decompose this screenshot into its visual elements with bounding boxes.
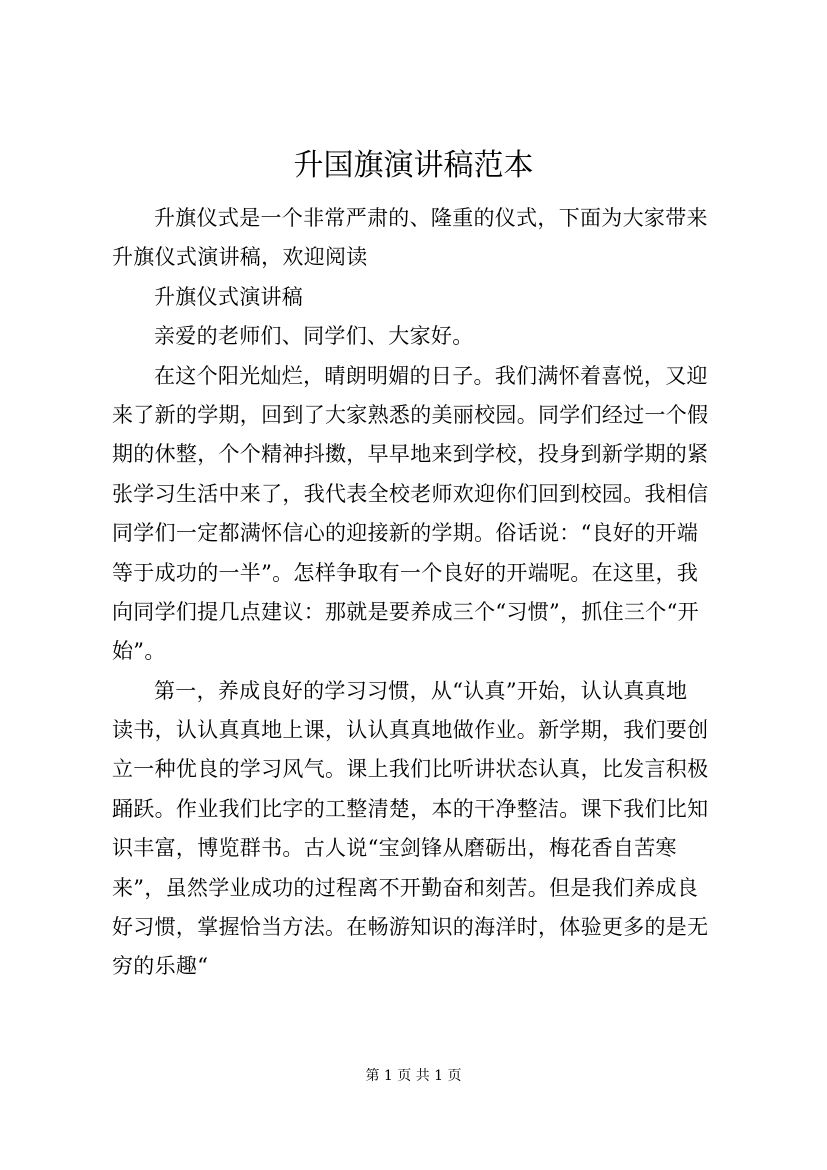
- paragraph-line: 来了新的学期，回到了大家熟悉的美丽校园。同学们经过一个假: [112, 402, 709, 427]
- paragraph-line: 立一种优良的学习风气。课上我们比听讲状态认真，比发言积极: [112, 757, 709, 782]
- document-title: 升国旗演讲稿范本: [293, 148, 534, 183]
- paragraph-line: 穷的乐趣“: [112, 954, 209, 979]
- paragraph-line: 期的休整，个个精神抖擞，早早地来到学校，投身到新学期的紧: [112, 442, 709, 467]
- paragraph-line: 踊跃。作业我们比字的工整清楚，本的干净整洁。课下我们比知: [112, 796, 709, 821]
- page-footer: 第 1 页 共 1 页: [365, 1068, 462, 1084]
- paragraph-line: 识丰富，博览群书。古人说“宝剑锋从磨砺出，梅花香自苦寒: [112, 836, 677, 861]
- paragraph-line: 等于成功的一半”。怎样争取有一个良好的开端呢。在这里，我: [112, 560, 699, 585]
- paragraph-line: 始”。: [112, 639, 166, 664]
- paragraph-line: 来”，虽然学业成功的过程离不开勤奋和刻苦。但是我们养成良: [112, 875, 699, 900]
- paragraph-line: 升旗仪式演讲稿，欢迎阅读: [112, 245, 368, 270]
- paragraph-line: 同学们一定都满怀信心的迎接新的学期。俗话说：“良好的开端: [112, 521, 699, 546]
- paragraph-line: 第一，养成良好的学习习惯，从“认真”开始，认认真真地: [154, 678, 688, 703]
- paragraph-line: 张学习生活中来了，我代表全校老师欢迎你们回到校园。我相信: [112, 481, 709, 506]
- paragraph-line: 升旗仪式是一个非常严肃的、隆重的仪式，下面为大家带来: [154, 206, 708, 230]
- section-heading: 升旗仪式演讲稿: [154, 284, 304, 309]
- paragraph-line: 向同学们提几点建议：那就是要养成三个“习惯”，抓住三个“开: [112, 599, 699, 624]
- paragraph-line: 好习惯，掌握恰当方法。在畅游知识的海洋时，体验更多的是无: [112, 915, 709, 940]
- document-body: [112, 199, 724, 987]
- greeting-line: 亲爱的老师们、同学们、大家好。: [154, 324, 474, 349]
- paragraph-line: 在这个阳光灿烂，晴朗明媚的日子。我们满怀着喜悦，又迎: [154, 363, 708, 388]
- paragraph-line: 读书，认认真真地上课，认认真真地做作业。新学期，我们要创: [112, 718, 709, 743]
